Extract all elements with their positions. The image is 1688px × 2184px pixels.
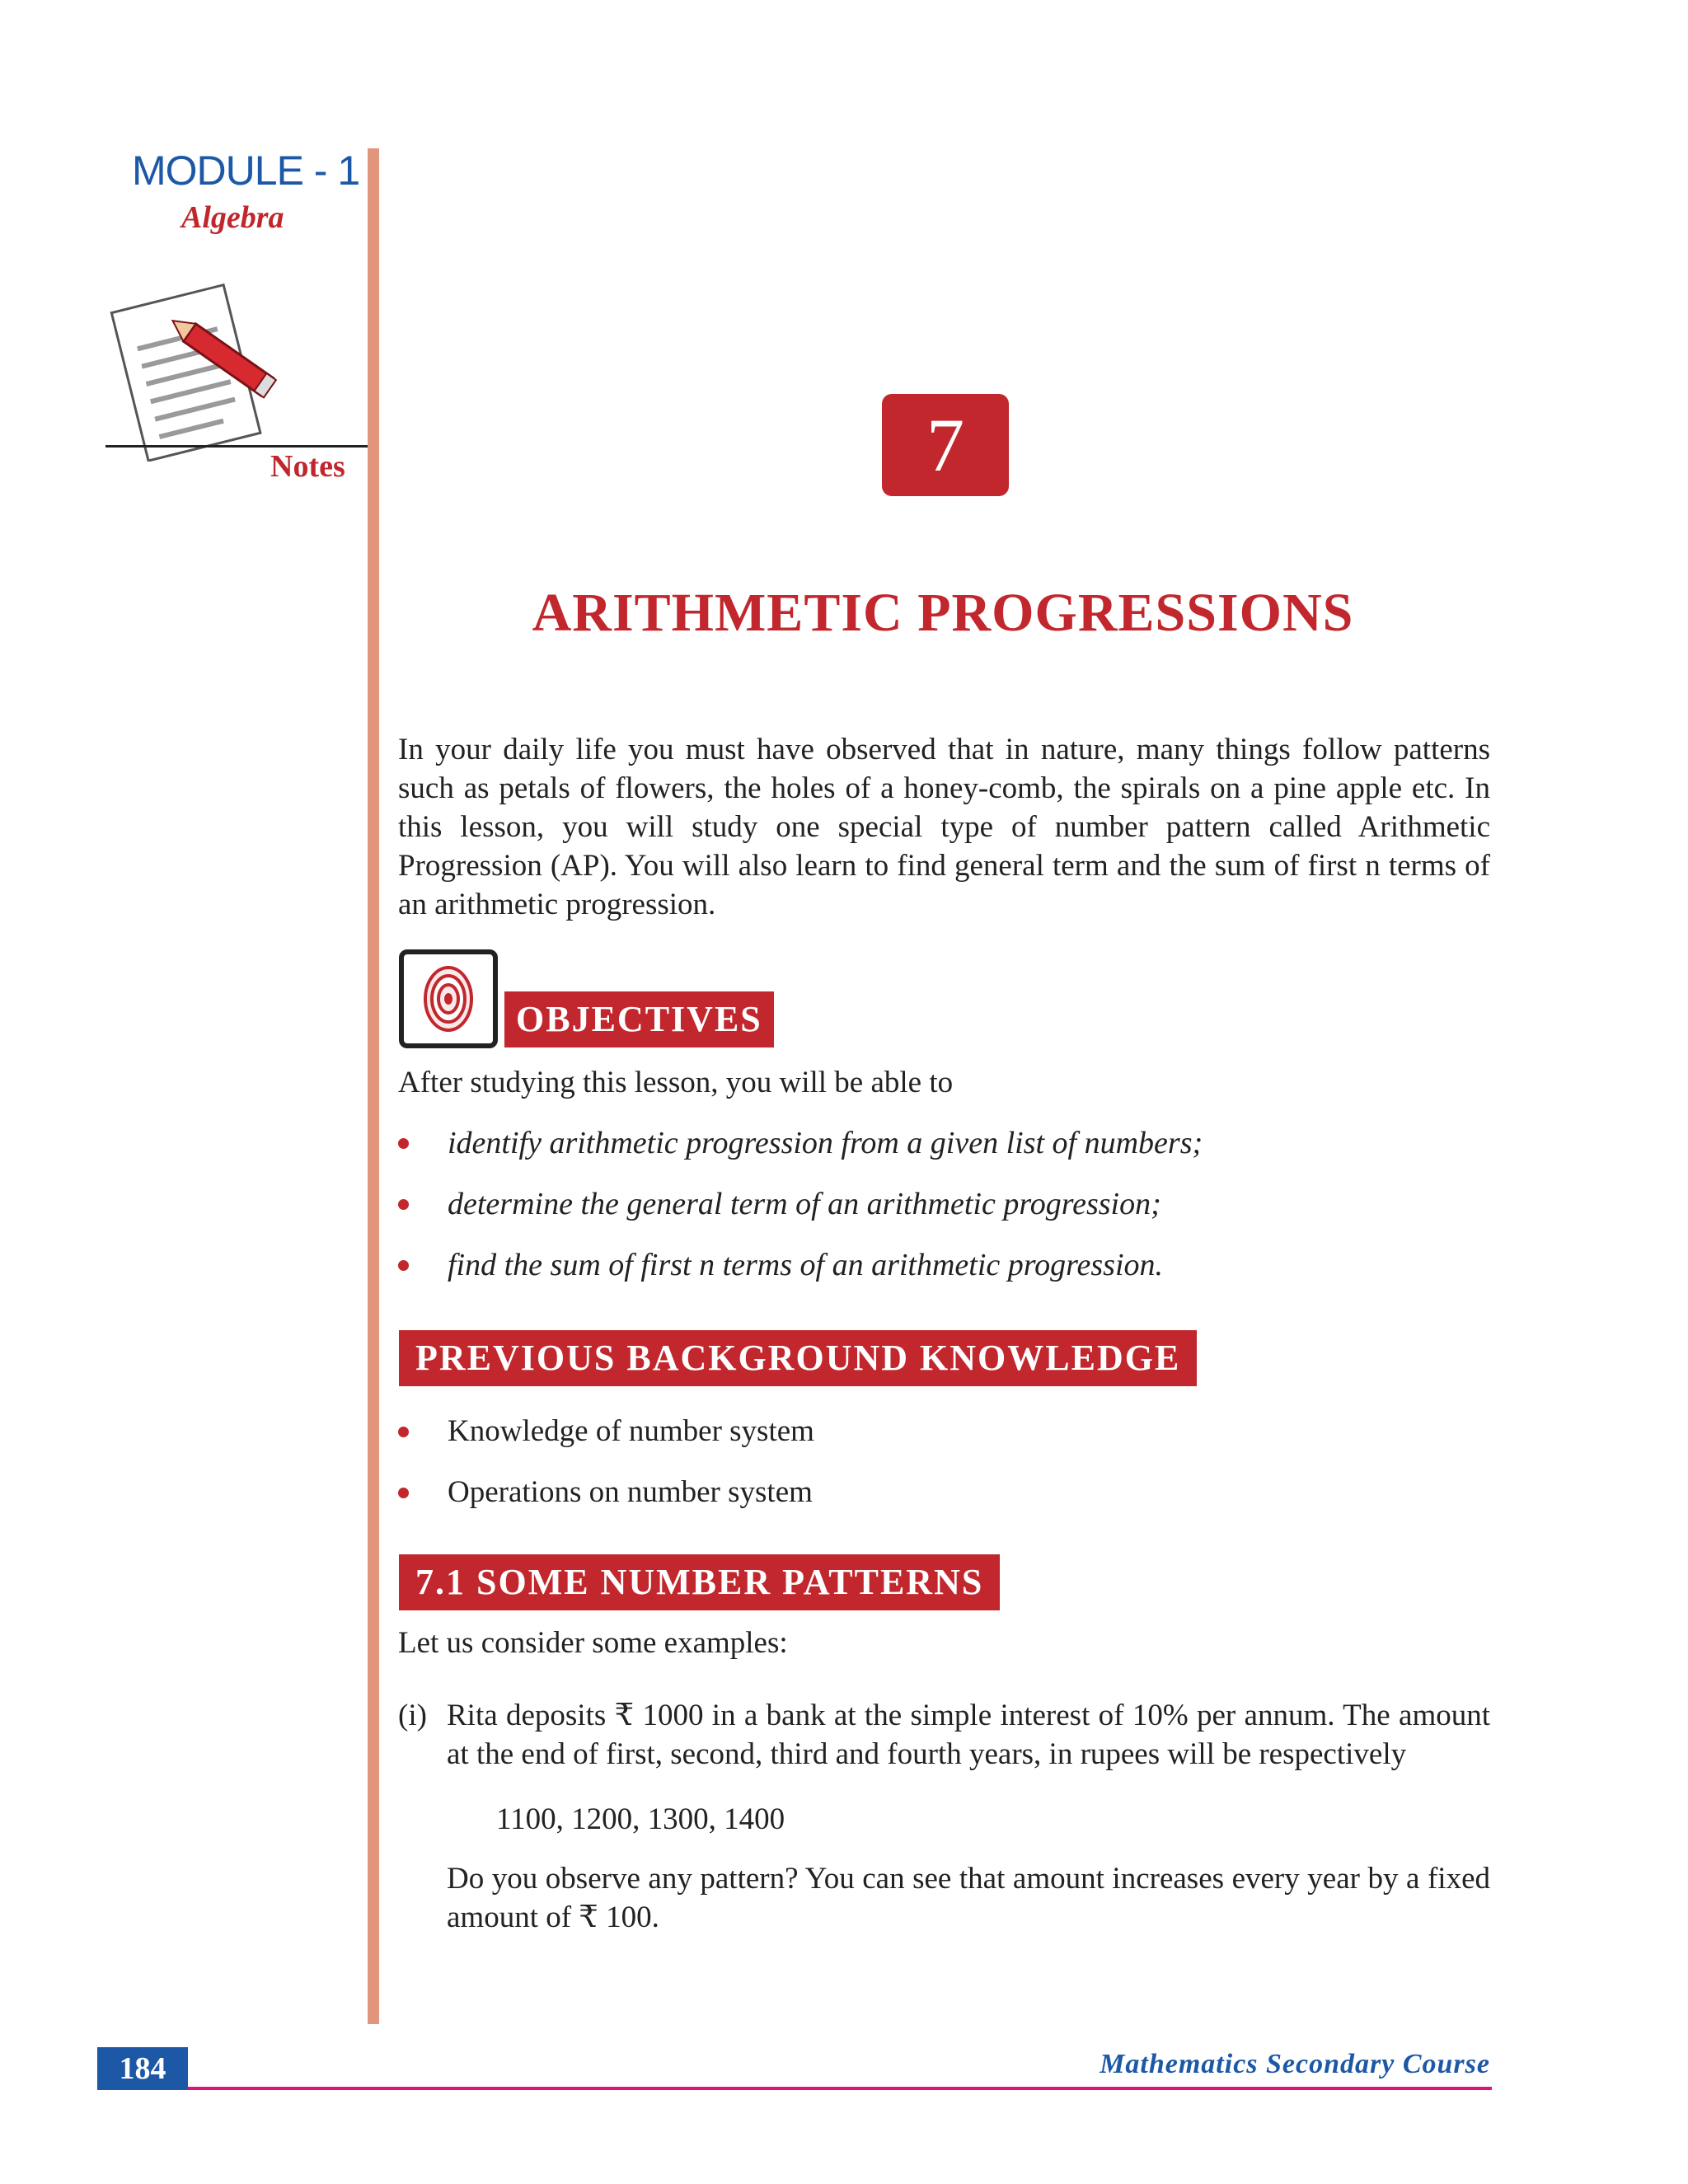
- module-subject: Algebra: [181, 200, 284, 235]
- page-number: 184: [97, 2047, 188, 2090]
- background-item-text: Knowledge of number system: [448, 1414, 814, 1448]
- section-7-1-heading: 7.1 SOME NUMBER PATTERNS: [399, 1554, 1000, 1610]
- bullet-dot: [398, 1427, 409, 1437]
- footer-rule: [97, 2087, 1492, 2090]
- list-item: [398, 1401, 814, 1462]
- background-heading: PREVIOUS BACKGROUND KNOWLEDGE: [399, 1330, 1197, 1386]
- section-lead: Let us consider some examples:: [398, 1626, 788, 1660]
- notes-label: Notes: [270, 449, 345, 484]
- bullet-dot: [398, 1199, 409, 1210]
- example-observation: Do you observe any pattern? You can see that amount increases every year by a fixed amount of ₹ 100.: [447, 1862, 1490, 1934]
- objective-text: find the sum of first n terms of an arithmetic progression.: [448, 1248, 1164, 1282]
- chapter-number-badge: 7: [882, 394, 1009, 496]
- list-item: [398, 1462, 814, 1523]
- objectives-list: [398, 1113, 1203, 1296]
- intro-paragraph: In your daily life you must have observed that in nature, many things follow patterns such as petals of flowers, the holes of a honey-comb, the spirals on a pine apple etc. In this lesson, you will study one special type of number pattern called Arithmetic Progression (AP). You will also learn to find general term and the sum of first n terms of an arithmetic progression.: [398, 733, 1490, 921]
- list-item: [398, 1113, 1203, 1174]
- list-item: [398, 1174, 1203, 1235]
- background-list: [398, 1401, 814, 1523]
- notes-divider: [106, 445, 371, 448]
- margin-rule: [368, 148, 379, 2024]
- objective-text: determine the general term of an arithmetic progression;: [448, 1187, 1161, 1221]
- notepad-pencil-icon: [103, 280, 280, 462]
- bullet-dot: [398, 1260, 409, 1271]
- bullet-dot: [398, 1488, 409, 1498]
- objective-text: identify arithmetic progression from a given list of numbers;: [448, 1126, 1203, 1160]
- chapter-title: ARITHMETIC PROGRESSIONS: [532, 583, 1354, 643]
- objectives-heading: OBJECTIVES: [504, 991, 774, 1047]
- target-icon: [399, 949, 498, 1048]
- background-item-text: Operations on number system: [448, 1475, 813, 1509]
- module-title: MODULE - 1: [132, 148, 360, 194]
- course-title: Mathematics Secondary Course: [1100, 2049, 1490, 2079]
- example-label: (i): [398, 1699, 427, 1732]
- list-item: [398, 1235, 1203, 1296]
- example-sequence: 1100, 1200, 1300, 1400: [496, 1802, 785, 1836]
- example-text: Rita deposits ₹ 1000 in a bank at the simple interest of 10% per annum. The amount at the end of first, second, third and fourth years, in rupees will be respectively: [447, 1699, 1490, 1771]
- objectives-lead: After studying this lesson, you will be able to: [398, 1066, 954, 1099]
- bullet-dot: [398, 1138, 409, 1149]
